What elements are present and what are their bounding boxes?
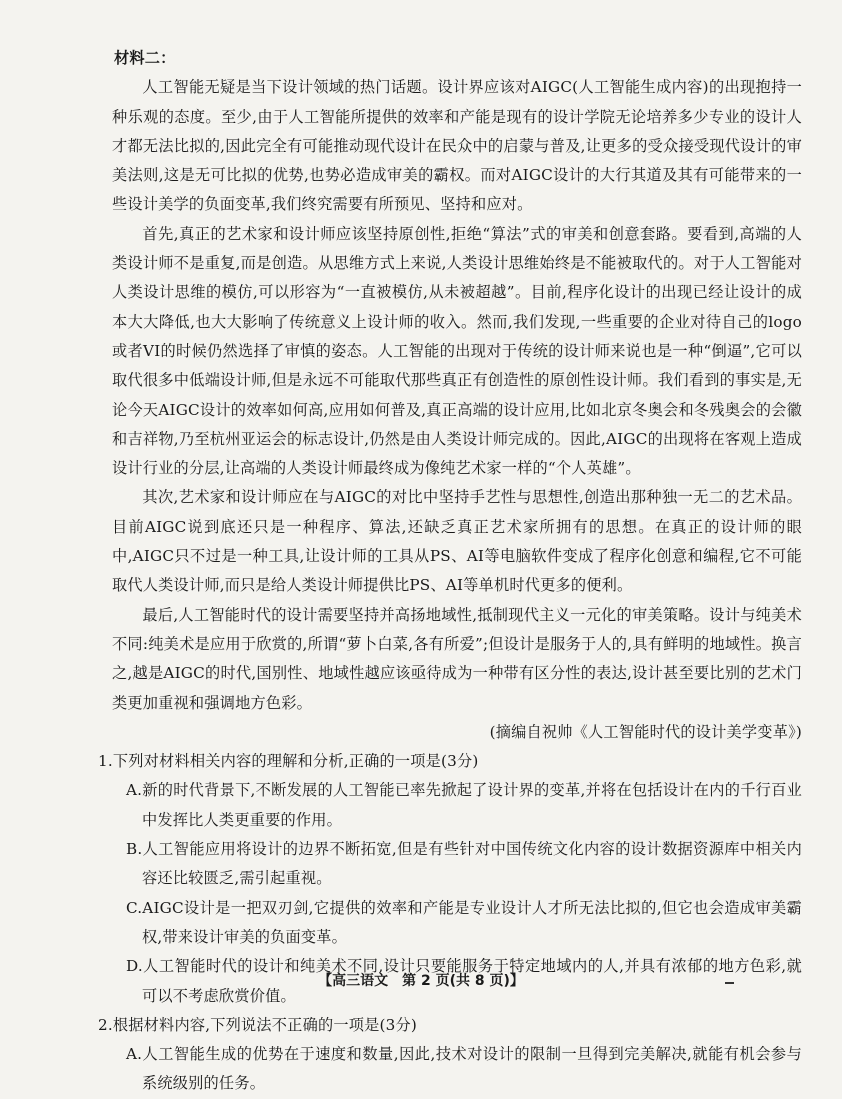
paragraph: 首先,真正的艺术家和设计师应该坚持原创性,拒绝“算法”式的审美和创意套路。要看到,高端的人类设计师不是重复,而是创造。从思维方式上来说,人类设计思维始终是不能被取代的。对于人工智能对人类设计思维的模仿,可以形容为“一直被模仿,从未被超越”。目前,程序化设计的出现已经让设计的成本大大降低,也大大影响了传统意义上设计师的收入。然而,我们发现,一些重要的企业对待自己的logo或者VI的时候仍然选择了审慎的姿态。人工智能的出现对于传统的设计师来说也是一种“倒逼”,它可以取代很多中低端设计师,但是永远不可能取代那些真正有创造性的原创性设计师。我们看到的事实是,无论今天AIGC设计的效率如何高,应用如何普及,真正高端的设计应用,比如北京冬奥会和冬残奥会的会徽和吉祥物,乃至杭州亚运会的标志设计,仍然是由人类设计师完成的。因此,AIGC的出现将在客观上造成设计行业的分层,让高端的人类设计师最终成为像纯艺术家一样的“个人英雄”。: [112, 224, 802, 478]
material-heading: 材料二：: [114, 49, 176, 67]
paragraph: 其次,艺术家和设计师应在与AIGC的对比中坚持手艺性与思想性,创造出那种独一无二的艺术品。目前AIGC说到底还只是一种程序、算法,还缺乏真正艺术家所拥有的思想。在真正的设计师的眼中,AIGC只不过是一种工具,让设计师的工具从PS、AI等电脑软件变成了程序化创意和编程,它不可能取代人类设计师,而只是给人类设计师提供比PS、AI等单机时代更多的便利。: [112, 488, 802, 595]
paragraph: 人工智能无疑是当下设计领域的热门话题。设计界应该对AIGC(人工智能生成内容)的出现抱持一种乐观的态度。至少,由于人工智能所提供的效率和产能是现有的设计学院无论培养多少专业的设计人才都无法比拟的,因此完全有可能推动现代设计在民众中的启蒙与普及,让更多的受众接受现代设计的审美法则,这是无可比拟的优势,也势必造成审美的霸权。而对AIGC设计的大行其道及其有可能带来的一些设计美学的负面变革,我们终究需要有所预见、坚持和应对。: [112, 78, 802, 214]
exam-page: [98, 44, 802, 1099]
question-1-option-d: D.人工智能时代的设计和纯美术不同,设计只要能服务于特定地域内的人,并具有浓郁的地方色彩,就可以不考虑欣赏价值。: [126, 957, 802, 1005]
question-1-option-a: A.新的时代背景下,不断发展的人工智能已率先掀起了设计界的变革,并将在包括设计在内的千行百业中发挥比人类更重要的作用。: [126, 781, 802, 829]
source-citation: (摘编自祝帅《人工智能时代的设计美学变革》): [489, 722, 802, 741]
page-footer: 【高三语文 第 2 页(共 8 页)】: [318, 973, 524, 989]
question-2-option-a: A.人工智能生成的优势在于速度和数量,因此,技术对设计的限制一旦得到完美解决,就能有机会参与系统级别的任务。: [126, 1045, 802, 1093]
question-2-stem: 2.根据材料内容,下列说法不正确的一项是(3分): [98, 1015, 418, 1034]
question-1-stem: 1.下列对材料相关内容的理解和分析,正确的一项是(3分): [98, 752, 479, 771]
paragraph: 最后,人工智能时代的设计需要坚持并高扬地域性,抵制现代主义一元化的审美策略。设计与纯美术不同:纯美术是应用于欣赏的,所谓“萝卜白菜,各有所爱”;但设计是服务于人的,具有鲜明的地域性。换言之,越是AIGC的时代,国别性、地域性越应该亟待成为一种带有区分性的表达,设计甚至要比别的艺术门类更加重视和强调地方色彩。: [112, 605, 802, 712]
footer-mark: [725, 982, 734, 984]
question-1-option-c: C.AIGC设计是一把双刃剑,它提供的效率和产能是专业设计人才所无法比拟的,但它也会造成审美霸权,带来设计审美的负面变革。: [126, 898, 802, 946]
question-1-option-b: B.人工智能应用将设计的边界不断拓宽,但是有些针对中国传统文化内容的设计数据资源库中相关内容还比较匮乏,需引起重视。: [126, 840, 802, 888]
